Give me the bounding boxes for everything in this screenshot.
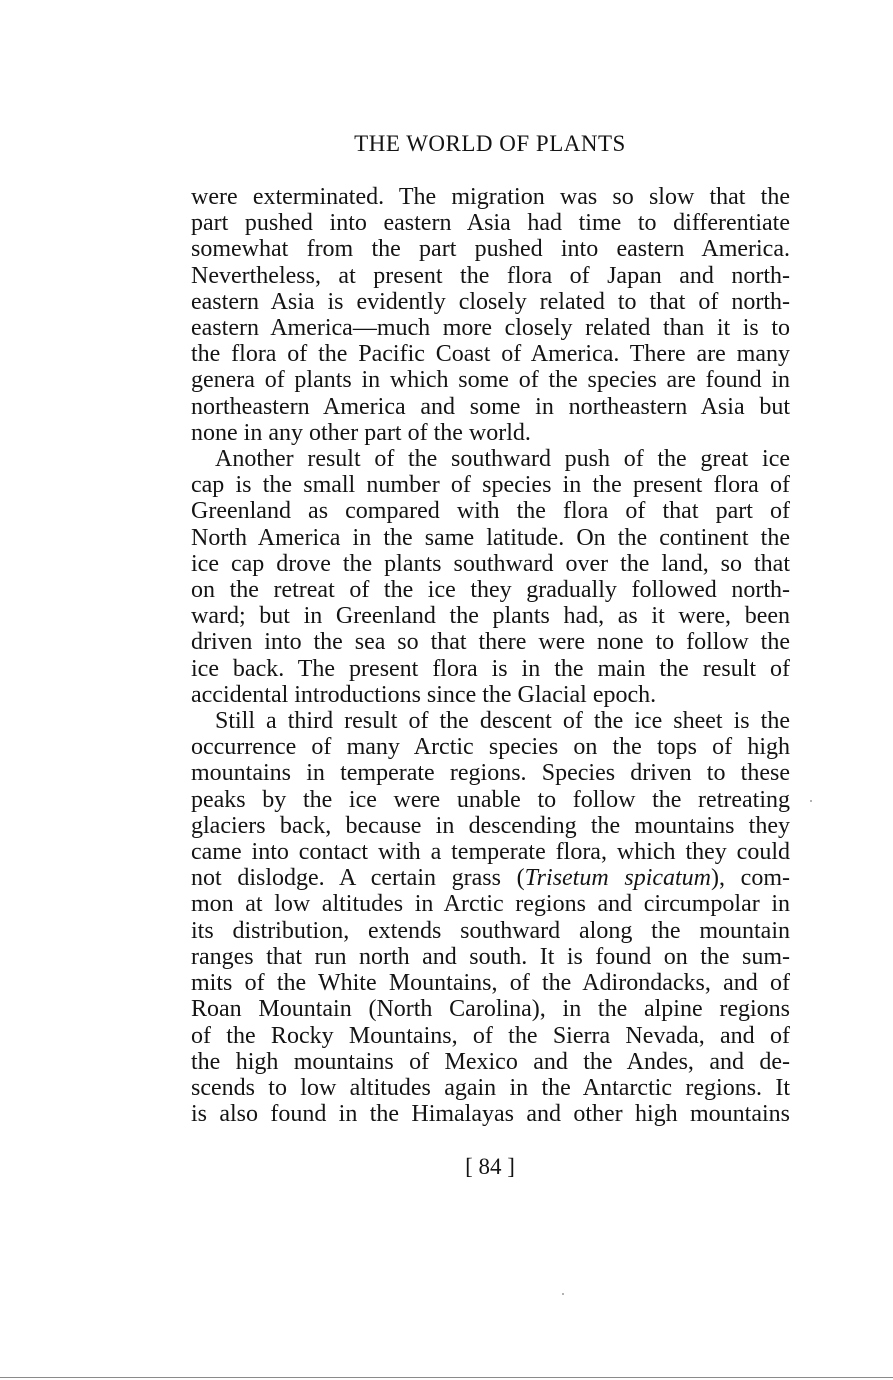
text-line: mon at low altitudes in Arctic regions and circumpolar in <box>191 891 790 918</box>
text-line: Roan Mountain (North Carolina), in the alpine regions <box>191 996 790 1023</box>
text-line: ward; but in Greenland the plants had, as it were, been <box>191 603 790 630</box>
text-line: of the Rocky Mountains, of the Sierra Nevada, and of <box>191 1022 790 1049</box>
line-text-before: not dislodge. A certain grass ( <box>191 865 525 892</box>
text-line: peaks by the ice were unable to follow the retreating <box>191 786 790 813</box>
text-line: scends to low altitudes again in the Antarctic regions. It <box>191 1074 790 1101</box>
body-text <box>191 184 790 1127</box>
text-line: eastern Asia is evidently closely related to that of north- <box>191 288 790 315</box>
text-line: the high mountains of Mexico and the Andes, and de- <box>191 1048 790 1075</box>
text-line: ice back. The present flora is in the main the result of <box>191 655 790 682</box>
text-line: somewhat from the part pushed into eastern America. <box>191 236 790 263</box>
text-line: genera of plants in which some of the species are found in <box>191 367 790 394</box>
text-line: eastern America—much more closely related than it is to <box>191 315 790 342</box>
text-line: ranges that run north and south. It is found on the sum- <box>191 943 790 970</box>
text-line: on the retreat of the ice they gradually followed north- <box>191 577 790 604</box>
text-line: part pushed into eastern Asia had time to differentiate <box>191 210 790 237</box>
text-line: Another result of the southward push of the great ice <box>215 446 790 473</box>
text-line: mountains in temperate regions. Species driven to these <box>191 760 790 787</box>
text-line-with-species-name <box>191 865 790 891</box>
text-line: North America in the same latitude. On the continent the <box>191 524 790 551</box>
scan-speck <box>810 800 812 802</box>
scan-speck <box>562 1293 564 1295</box>
text-line: were exterminated. The migration was so slow that the <box>191 184 790 210</box>
text-line: Greenland as compared with the flora of that part of <box>191 498 790 525</box>
line-text-after: ), com- <box>711 865 790 892</box>
text-line: mits of the White Mountains, of the Adirondacks, and of <box>191 970 790 997</box>
text-line: the flora of the Pacific Coast of America. There are many <box>191 341 790 368</box>
scan-edge-line <box>0 1377 893 1378</box>
text-line: occurrence of many Arctic species on the tops of high <box>191 734 790 761</box>
text-line: is also found in the Himalayas and other high mountains <box>191 1101 790 1128</box>
text-line: its distribution, extends southward along the mountain <box>191 917 790 944</box>
text-line: Still a third result of the descent of the ice sheet is the <box>215 708 790 735</box>
text-line: came into contact with a temperate flora, which they could <box>191 839 790 866</box>
running-head: THE WORLD OF PLANTS <box>354 131 626 156</box>
text-line: Nevertheless, at present the flora of Japan and north- <box>191 262 790 289</box>
text-line: glaciers back, because in descending the mountains they <box>191 812 790 839</box>
text-line: cap is the small number of species in the present flora of <box>191 472 790 499</box>
text-line: driven into the sea so that there were none to follow the <box>191 629 790 656</box>
page-number: [ 84 ] <box>465 1154 515 1179</box>
text-line: accidental introductions since the Glacial epoch. <box>191 681 657 708</box>
text-line: ice cap drove the plants southward over the land, so that <box>191 550 790 577</box>
text-line: northeastern America and some in northeastern Asia but <box>191 393 790 420</box>
species-name: Trisetum spicatum <box>524 865 712 892</box>
text-line: none in any other part of the world. <box>191 419 531 446</box>
